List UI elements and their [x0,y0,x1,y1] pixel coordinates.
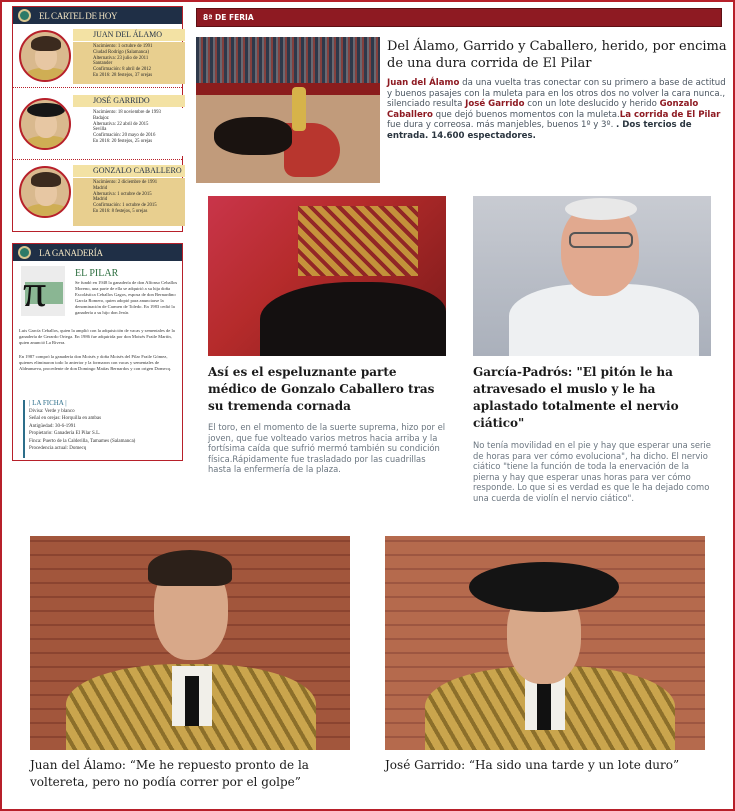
ganaderia-title: LA GANADERÍA [39,247,103,258]
brand-mark-icon: π [21,266,65,316]
ganaderia-header [13,244,182,261]
avatar [19,30,71,82]
story-3-photo[interactable] [473,196,711,356]
section-header: 8ª DE FERIA [196,8,722,27]
emblem-icon [18,9,31,22]
story-3-headline[interactable]: García-Padrós: "El pitón le ha atravesado el muslo y le ha aplastado totalmente el nervio ciático" [473,365,679,430]
cartel-header [13,7,182,24]
torero-juan-del-alamo[interactable] [13,24,182,88]
story-5-headline[interactable]: José Garrido: “Ha sido una tarde y un lote duro” [385,758,680,772]
torero-name: GONZALO CABALLERO [73,165,185,177]
story-4-headline[interactable]: Juan del Álamo: “Me he repuesto pronto de la voltereta, pero no podía correr por el golpe” [30,758,309,789]
story-2-body: El toro, en el momento de la suerte suprema, hizo por el joven, que fue volteado varios metros hacia arriba y la fortísima caída que sufrió mermó también su condición física.Rápidamente fue trasladado por las cuadrillas hasta la enfermería de la plaza. [208,422,446,475]
cartel-card [12,6,183,232]
ganaderia-history: Se fundó en 1948 la ganadería de don Alfonso Ceballos Moreno, una parte de ella se adquirió a su hija doña Escolástica Ceballos Gagos, esposa de don Bernardino García Romero, quien adoptó para anunciarse la denominación de Carmen de Toledo. En 1983 cedió la ganadería a su hijo don Jesús [75,280,178,315]
torero-facts: Nacimiento: 18 noviembre de 1993 Badajoz Alternativa: 22 abril de 2015 Sevilla Confirmación: 20 mayo de 2016 En 2016: 20 festejos, 25 orejas [73,108,185,156]
torero-name: JUAN DEL ÁLAMO [73,29,185,41]
story-3-body: No tenía movilidad en el pie y hay que esperar una serie de horas para ver cómo evoluciona", ha dicho. El nervio ciático "tiene la función de toda la enervación de la pierna y hay que esperar unas horas para ver cómo responde. Lo que si es verdad es que le ha dejado como una cuerda de violín el nervio ciático". [473,440,711,503]
story-2-headline[interactable]: Así es el espeluznante parte médico de Gonzalo Caballero tras su tremenda cornada [208,365,435,413]
torero-facts: Nacimiento: 2 diciembre de 1991 Madrid Alternativa: 1 octubre de 2015 Madrid Confirmación: 1 octubre de 2015 En 2016: 8 festejos, 5 orejas [73,178,185,226]
torero-gonzalo-caballero[interactable] [13,160,182,230]
torero-name: JOSÉ GARRIDO [73,95,185,107]
main-story-photo[interactable] [196,37,380,183]
torero-facts: Nacimiento: 1 octubre de 1991 Ciudad Rodrigo (Salamanca) Alternativa: 23 julio de 2011 Santander Confirmación: 8 abril de 2012 En 2016: 28 festejos, 37 orejas [73,42,185,84]
emblem-icon [18,246,31,259]
ficha-title: | LA FICHA | [29,399,67,407]
story-2-photo[interactable] [208,196,446,356]
ganaderia-history: En 1987 compró la ganadería don Moisés y doña Moisés del Pilar Fraile Gómez, quienes eliminaron todo lo anterior y la formaron con vacas y sementales de Aldeanueva, procedente de don Domingo Matías Bernardos y con origen Domecq. [19,354,172,371]
ganaderia-name: EL PILAR [75,268,119,279]
ganaderia-card [12,243,183,461]
story-4-photo[interactable] [30,536,350,750]
main-story-headline[interactable]: Del Álamo, Garrido y Caballero, herido, por encima de una dura corrida de El Pilar [387,39,727,71]
torero-jose-garrido[interactable] [13,88,182,160]
avatar [19,166,71,218]
ganaderia-ficha: | LA FICHA | Divisa: Verde y blanco Señal en orejas: Horquilla en ambas Antigüedad: 30-6-1991 Propietario: Ganadería El Pilar S.L. Finca: Puerto de la Calderilla, Tamames (Salamanca) Procedencia actual: Domecq [23,400,187,458]
main-story-lead: Juan del Álamo da una vuelta tras conectar con su primero a base de actitud y buenos pasajes con la muleta para en los otros dos no volver la cara nunca., silenciado resulta José Garrido con un lote deslucido y herido Gonzalo Caballero que dejó buenos momentos con la muleta.La corrida de El Pilar fue dura y correosa. más manjebles, buenos 1º y 3º. . Dos tercios de entrada. 14.600 espectadores. [387,78,726,141]
ganaderia-history: Luis García Ceballos, quien la amplió con la adquisición de vacas y sementales de la ganadería de Gerardo Ortega. En 1986 fue adquirida por don Moisés Fraile Martín, quien anunció La Rivera. [19,328,175,345]
avatar [19,98,71,150]
story-5-photo[interactable] [385,536,705,750]
cartel-title: EL CARTEL DE HOY [39,10,118,21]
